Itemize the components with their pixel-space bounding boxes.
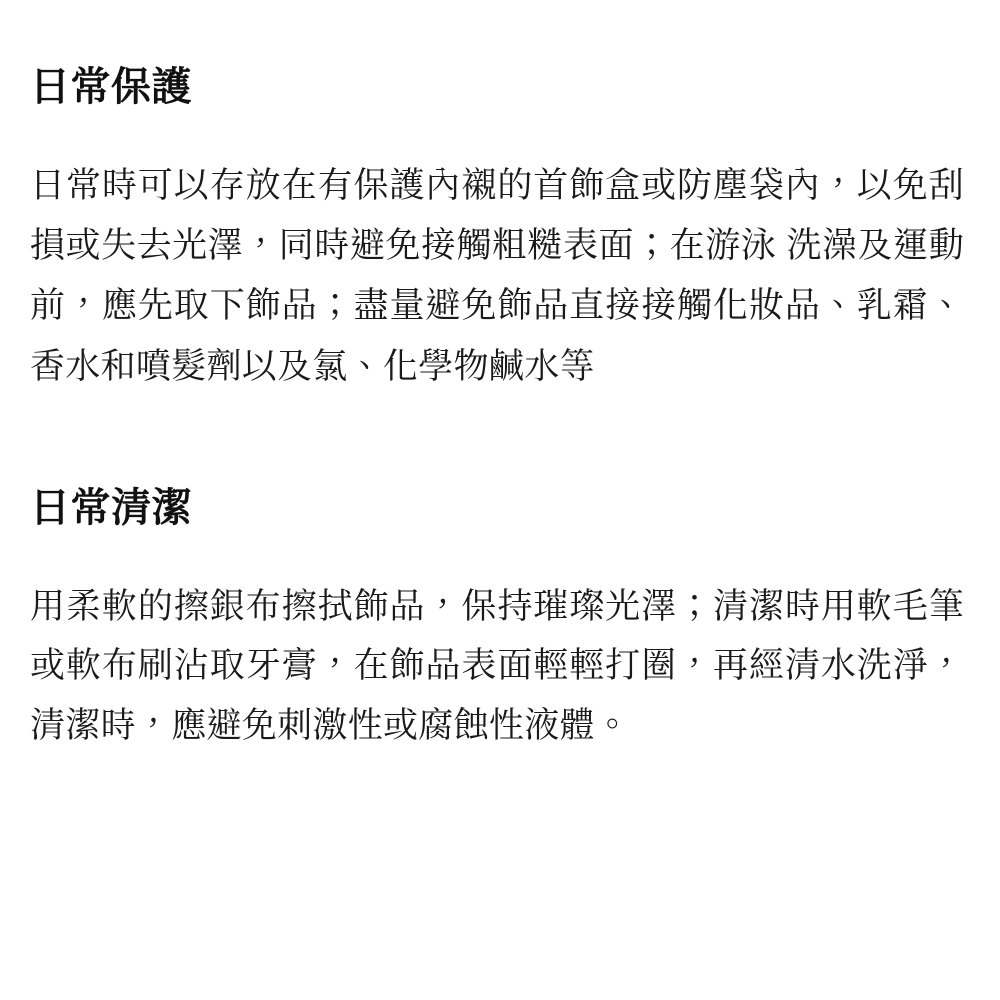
section-daily-cleaning (30, 483, 964, 756)
section-body-daily-cleaning: 用柔軟的擦銀布擦拭飾品，保持璀璨光澤；清潔時用軟毛筆或軟布刷沾取牙膏，在飾品表面輕輕打圈，再經清水洗淨，清潔時，應避免刺激性或腐蝕性液體。 (30, 586, 964, 745)
section-heading-daily-protection: 日常保護 (30, 65, 192, 109)
section-body-daily-protection: 日常時可以存放在有保護內襯的首飾盒或防塵袋內，以免刮損或失去光澤，同時避免接觸粗糙表面；在游泳 洗澡及運動前，應先取下飾品；盡量避免飾品直接接觸化妝品、乳霜、香水和噴髮劑以及氯、化學物鹹水等 (30, 166, 964, 386)
section-daily-protection (30, 62, 964, 397)
section-heading-daily-cleaning: 日常清潔 (30, 485, 192, 530)
